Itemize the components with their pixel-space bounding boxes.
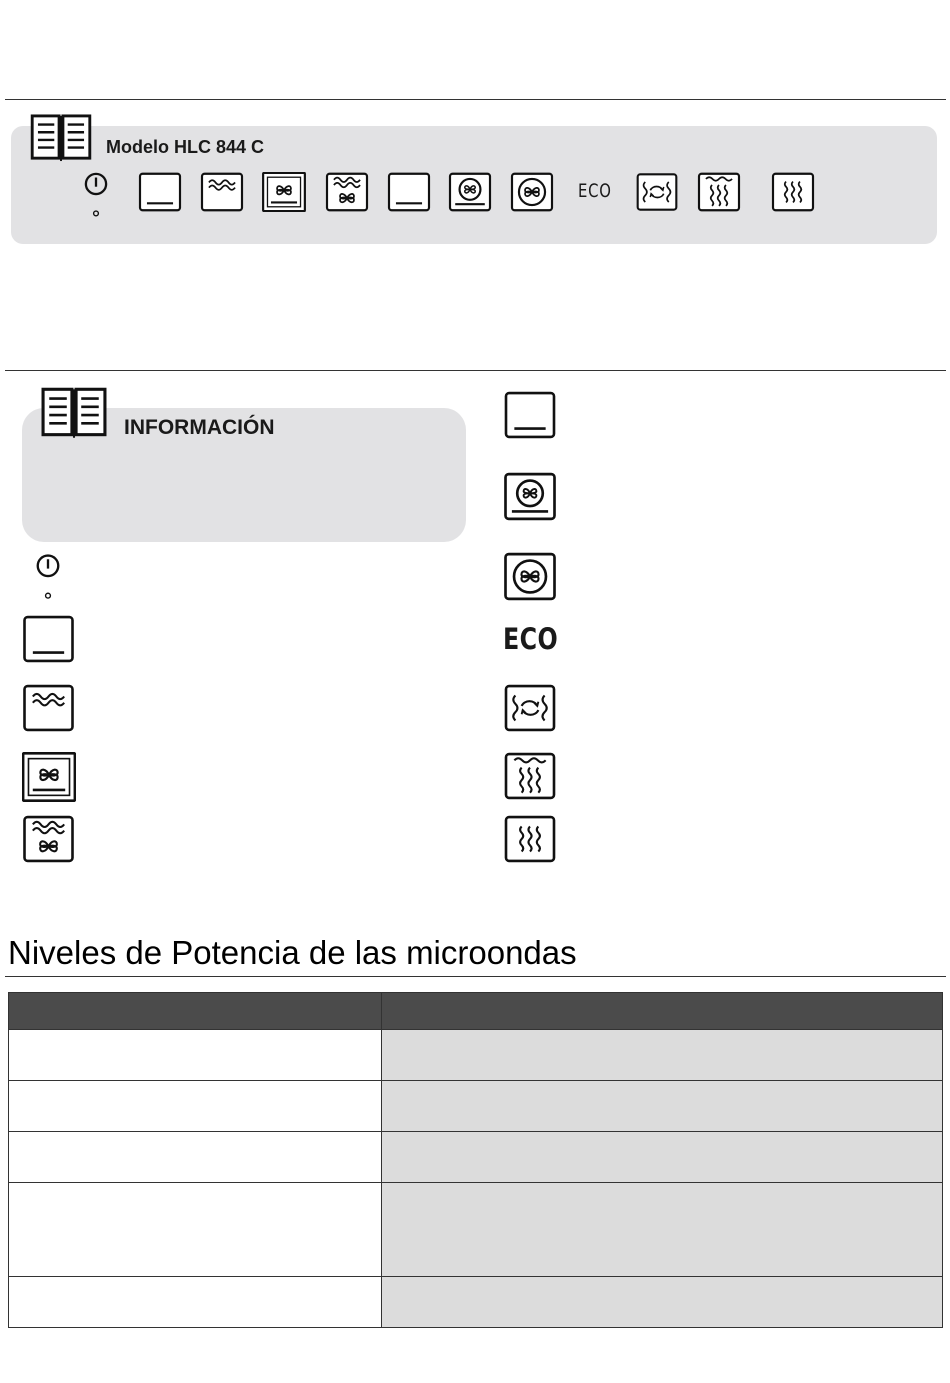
table-cell xyxy=(9,1030,382,1081)
fan-bottom-heat-icon xyxy=(22,752,76,802)
table-cell xyxy=(382,1132,943,1183)
bottom-heat-icon xyxy=(387,172,431,212)
microwave-icon xyxy=(503,815,557,863)
top-heat-icon xyxy=(200,172,244,212)
ring-fan-icon xyxy=(510,172,554,212)
top-divider xyxy=(5,99,946,100)
column-header xyxy=(382,993,943,1030)
table-row xyxy=(9,1277,943,1328)
table-cell xyxy=(382,1030,943,1081)
power-icon xyxy=(34,550,62,604)
middle-divider xyxy=(5,370,946,371)
microwave-grill-icon xyxy=(697,172,741,212)
section-heading: Niveles de Potencia de las microondas xyxy=(8,934,577,971)
ring-fan-bottom-icon xyxy=(448,172,492,212)
table-cell xyxy=(9,1183,382,1277)
table-cell xyxy=(382,1183,943,1277)
fan-bottom-heat-icon xyxy=(262,172,306,212)
microwave-icon xyxy=(771,172,815,212)
eco-label: ECO xyxy=(578,180,612,202)
eco-label: ECO xyxy=(503,622,559,656)
power-icon xyxy=(82,172,110,218)
bottom-heat-icon xyxy=(22,615,75,663)
info-title: INFORMACIÓN xyxy=(124,416,275,439)
table-row xyxy=(9,1030,943,1081)
microwave-fan-icon xyxy=(636,172,678,212)
table-row xyxy=(9,1183,943,1277)
power-levels-table xyxy=(8,992,943,1328)
table-header-row xyxy=(9,993,943,1030)
microwave-fan-icon xyxy=(503,684,557,732)
grill-fan-icon xyxy=(22,815,75,863)
manual-book-icon xyxy=(30,114,92,167)
microwave-grill-icon xyxy=(503,752,557,800)
bottom-heat-icon xyxy=(503,391,557,439)
table-cell xyxy=(9,1081,382,1132)
ring-fan-bottom-icon xyxy=(503,472,557,521)
ring-fan-icon xyxy=(503,552,557,601)
table-cell xyxy=(382,1081,943,1132)
info-book-icon xyxy=(41,387,107,444)
table-cell xyxy=(9,1277,382,1328)
table-row xyxy=(9,1081,943,1132)
table-row xyxy=(9,1132,943,1183)
column-header xyxy=(9,993,382,1030)
table-cell xyxy=(9,1132,382,1183)
top-heat-icon xyxy=(22,684,75,732)
grill-fan-icon xyxy=(325,172,369,212)
table-cell xyxy=(382,1277,943,1328)
model-title: Modelo HLC 844 C xyxy=(106,137,265,157)
bottom-heat-icon xyxy=(138,172,182,212)
heading-underline xyxy=(5,976,946,977)
